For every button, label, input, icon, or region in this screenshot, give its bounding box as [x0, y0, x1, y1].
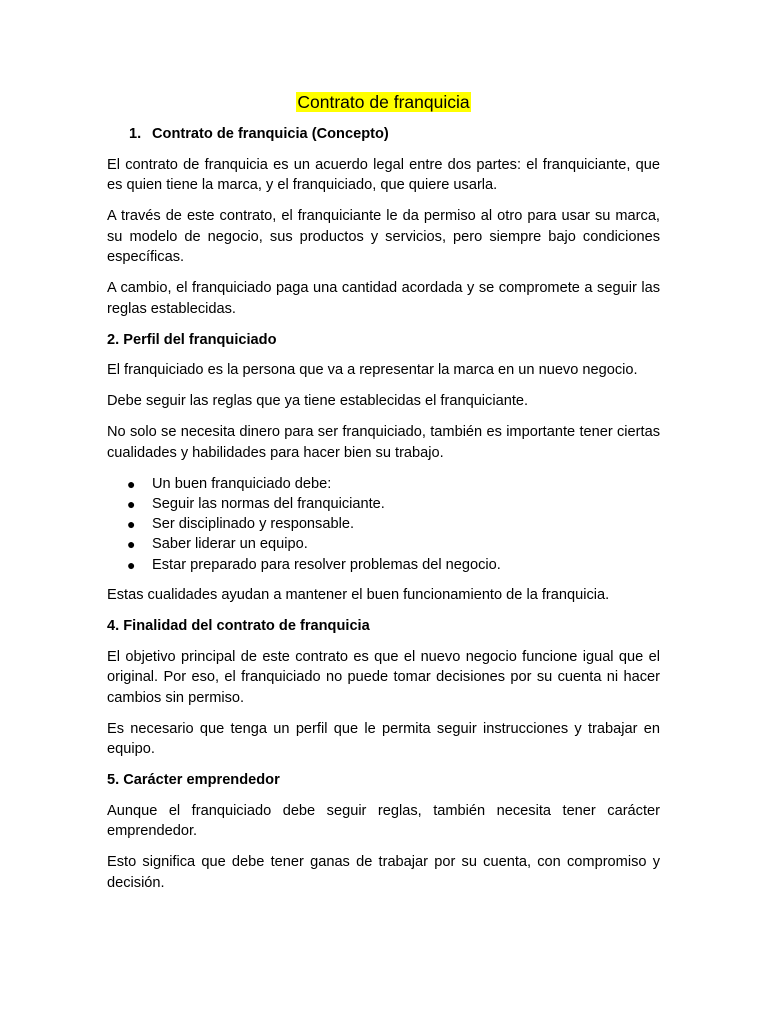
section2-paragraph-3: No solo se necesita dinero para ser franquiciado, también es importante tener ciertas cualidades y habilidades para hacer bien su trabajo.	[107, 424, 660, 461]
list-item-text: Un buen franquiciado debe:	[152, 475, 332, 492]
section4-paragraph-1: El objetivo principal de este contrato es que el nuevo negocio funcione igual que el original. Por eso, el franquiciado no puede tomar decisiones por su cuenta ni hacer cambios sin permiso.	[107, 648, 660, 706]
qualities-list	[107, 474, 660, 575]
section1-paragraph-1: El contrato de franquicia es un acuerdo legal entre dos partes: el franquiciante, que es quien tiene la marca, y el franquiciado, que quiere usarla.	[107, 156, 660, 193]
title-block	[107, 90, 660, 114]
document-title: Contrato de franquicia	[297, 92, 470, 112]
list-item	[107, 534, 660, 554]
bullet-icon: ●	[127, 516, 136, 533]
list-item-text: Saber liderar un equipo.	[152, 536, 308, 553]
bullet-icon: ●	[127, 475, 136, 492]
list-item	[107, 494, 660, 514]
list-item	[107, 474, 660, 494]
document-page	[107, 90, 660, 904]
section2-heading: 2. Perfil del franquiciado	[107, 331, 277, 348]
section5-heading: 5. Carácter emprendedor	[107, 772, 280, 789]
section1-paragraph-3: A cambio, el franquiciado paga una cantidad acordada y se compromete a seguir las reglas establecidas.	[107, 280, 660, 317]
list-item	[107, 555, 660, 575]
section1-heading-text: Contrato de franquicia (Concepto)	[152, 126, 389, 142]
section1-heading	[107, 124, 660, 145]
section2-closing: Estas cualidades ayudan a mantener el buen funcionamiento de la franquicia.	[107, 587, 610, 604]
list-item-text: Ser disciplinado y responsable.	[152, 516, 354, 533]
list-item-text: Seguir las normas del franquiciante.	[152, 495, 385, 512]
section2-paragraph-2: Debe seguir las reglas que ya tiene establecidas el franquiciante.	[107, 393, 529, 409]
list-item-text: Estar preparado para resolver problemas del negocio.	[152, 556, 501, 573]
section1-paragraph-2: A través de este contrato, el franquiciante le da permiso al otro para usar su marca, su modelo de negocio, sus productos y servicios, pero siempre bajo condiciones específicas.	[107, 208, 660, 265]
list-item	[107, 514, 660, 534]
bullet-icon: ●	[127, 556, 136, 573]
bullet-icon: ●	[127, 495, 136, 512]
section4-heading: 4. Finalidad del contrato de franquicia	[107, 618, 370, 635]
section5-paragraph-1: Aunque el franquiciado debe seguir reglas, también necesita tener carácter emprendedor.	[107, 802, 660, 840]
section5-paragraph-2: Esto significa que debe tener ganas de trabajar por su cuenta, con compromiso y decisión.	[107, 854, 660, 891]
section4-paragraph-2: Es necesario que tenga un perfil que le permita seguir instrucciones y trabajar en equipo.	[107, 720, 660, 758]
bullet-icon: ●	[127, 536, 136, 553]
section2-paragraph-1: El franquiciado es la persona que va a representar la marca en un nuevo negocio.	[107, 362, 638, 378]
section1-number: 1.	[129, 126, 142, 142]
